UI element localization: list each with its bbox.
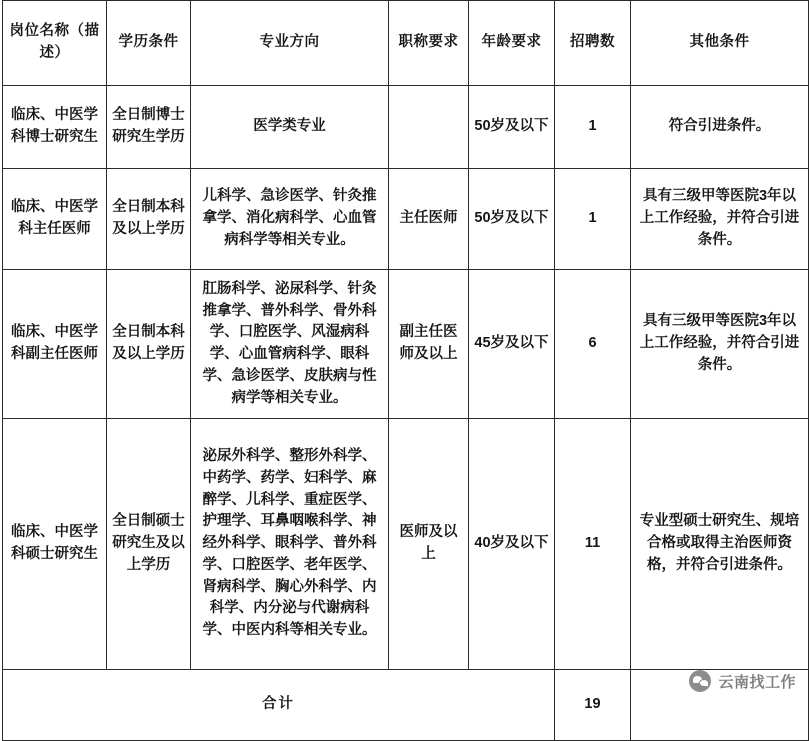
- cell-post-name: 临床、中医学科副主任医师: [3, 270, 107, 419]
- table-header-row: [3, 1, 809, 86]
- cell-education: 全日制本科及以上学历: [107, 270, 191, 419]
- table-body: [3, 86, 809, 741]
- watermark: [689, 670, 796, 692]
- cell-post-name: 临床、中医学科主任医师: [3, 169, 107, 270]
- cell-title-requirement: 副主任医师及以上: [389, 270, 469, 419]
- cell-age-requirement: 50岁及以下: [469, 169, 555, 270]
- cell-other-conditions: 专业型硕士研究生、规培合格或取得主治医师资格，并符合引进条件。: [631, 419, 809, 670]
- cell-major: 肛肠科学、泌尿科学、针灸推拿学、普外科学、骨外科学、口腔医学、风湿病科学、心血管病科学、眼科学、急诊医学、皮肤病与性病学等相关专业。: [191, 270, 389, 419]
- cell-recruit-count: 1: [555, 86, 631, 169]
- cell-title-requirement: 主任医师: [389, 169, 469, 270]
- total-count: 19: [555, 670, 631, 741]
- header-title-requirement: 职称要求: [389, 1, 469, 86]
- cell-recruit-count: 11: [555, 419, 631, 670]
- cell-age-requirement: 50岁及以下: [469, 86, 555, 169]
- recruitment-table: [2, 0, 809, 741]
- wechat-logo-icon: [689, 670, 711, 692]
- cell-recruit-count: 1: [555, 169, 631, 270]
- table-row: [3, 86, 809, 169]
- total-label: 合计: [3, 670, 555, 741]
- cell-title-requirement: [389, 86, 469, 169]
- table-total-row: [3, 670, 809, 741]
- table-row: [3, 270, 809, 419]
- cell-post-name: 临床、中医学科硕士研究生: [3, 419, 107, 670]
- cell-title-requirement: 医师及以上: [389, 419, 469, 670]
- cell-major: 儿科学、急诊医学、针灸推拿学、消化病科学、心血管病科学等相关专业。: [191, 169, 389, 270]
- table-row: [3, 419, 809, 670]
- header-other-conditions: 其他条件: [631, 1, 809, 86]
- cell-other-conditions: 具有三级甲等医院3年以上工作经验，并符合引进条件。: [631, 270, 809, 419]
- cell-other-conditions: 符合引进条件。: [631, 86, 809, 169]
- cell-major: 医学类专业: [191, 86, 389, 169]
- cell-other-conditions: 具有三级甲等医院3年以上工作经验，并符合引进条件。: [631, 169, 809, 270]
- table-row: [3, 169, 809, 270]
- cell-education: 全日制博士研究生学历: [107, 86, 191, 169]
- header-age-requirement: 年龄要求: [469, 1, 555, 86]
- header-education: 学历条件: [107, 1, 191, 86]
- header-post-name: 岗位名称（描述）: [3, 1, 107, 86]
- header-recruit-count: 招聘数: [555, 1, 631, 86]
- table-header: [3, 1, 809, 86]
- header-major: 专业方向: [191, 1, 389, 86]
- cell-major: 泌尿外科学、整形外科学、中药学、药学、妇科学、麻醉学、儿科学、重症医学、护理学、耳鼻咽喉科学、神经外科学、眼科学、普外科学、口腔医学、老年医学、肾病科学、胸心外科学、内科学、内分泌与代谢病科学、中医内科等相关专业。: [191, 419, 389, 670]
- cell-education: 全日制本科及以上学历: [107, 169, 191, 270]
- watermark-text: 云南找工作: [718, 673, 796, 691]
- cell-age-requirement: 40岁及以下: [469, 419, 555, 670]
- cell-education: 全日制硕士研究生及以上学历: [107, 419, 191, 670]
- cell-post-name: 临床、中医学科博士研究生: [3, 86, 107, 169]
- cell-age-requirement: 45岁及以下: [469, 270, 555, 419]
- cell-recruit-count: 6: [555, 270, 631, 419]
